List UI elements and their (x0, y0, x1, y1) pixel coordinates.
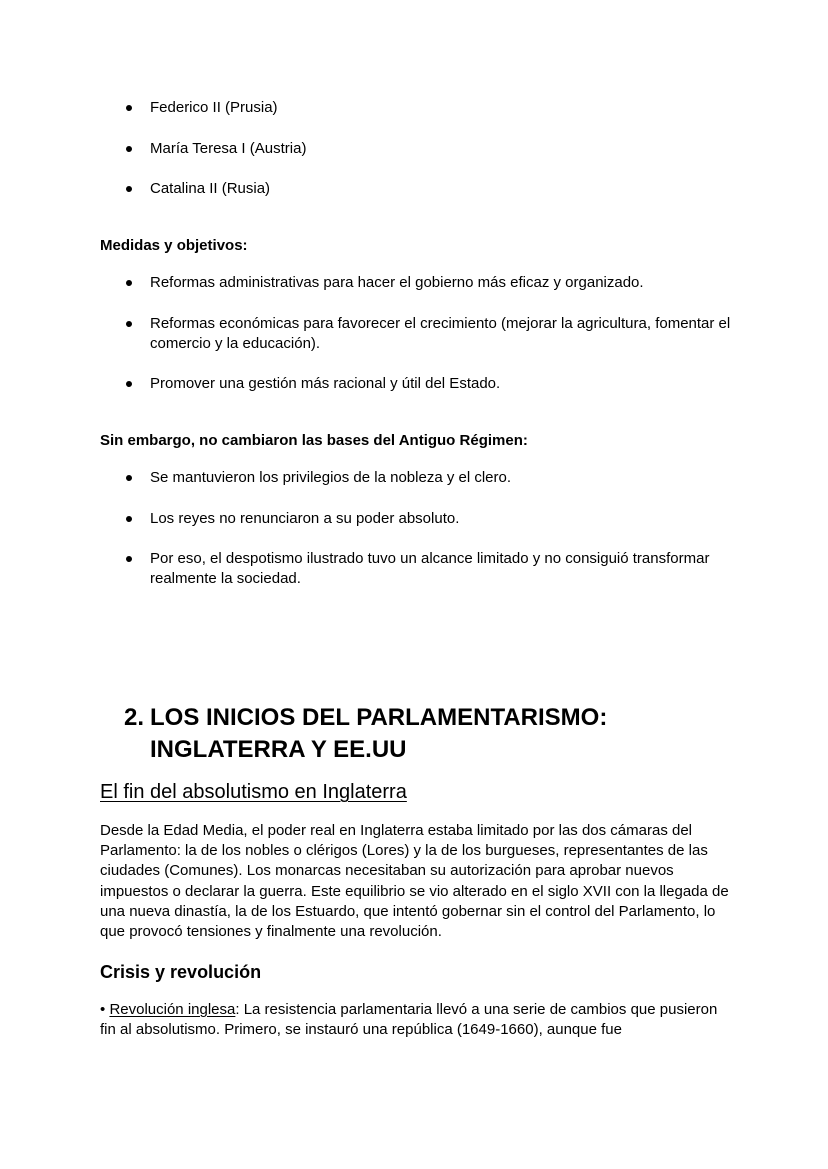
list-item (150, 509, 740, 529)
list-item (150, 139, 740, 159)
limit-text: Por eso, el despotismo ilustrado tuvo un alcance limitado y no consiguió transformar realmente la sociedad. (150, 550, 710, 587)
bullet-icon (126, 556, 132, 562)
measures-heading: Medidas y objetivos: (100, 237, 248, 254)
list-item (150, 273, 740, 293)
monarch-text: Federico II (Prusia) (150, 99, 278, 116)
list-item (150, 374, 740, 394)
monarch-text: María Teresa I (Austria) (150, 140, 307, 157)
list-item (150, 98, 740, 118)
subsection-paragraph: Desde la Edad Media, el poder real en Inglaterra estaba limitado por las dos cámaras del Parlamento: la de los nobles o clérigos (Lores) y la de los burgueses, representantes de las ciudades (Comunes). Los monarcas necesitaban su autorización para aprobar nuevos impuestos o declarar la guerra. Este equilibrio se vio alterado en el siglo XVII con la llegada de una nueva dinastía, la de los Estuardo, que intentó gobernar sin el control del Parlamento, lo que provocó tensiones y finalmente una revolución. (100, 822, 729, 941)
list-item (150, 468, 740, 488)
list-item (150, 314, 740, 354)
bullet-icon (126, 105, 132, 111)
list-item (150, 179, 740, 199)
bullet-icon (126, 381, 132, 387)
term-revolucion-inglesa: Revolución inglesa (109, 1001, 236, 1018)
section-title: LOS INICIOS DEL PARLAMENTARISMO: INGLATERRA Y EE.UU (150, 704, 608, 763)
bullet-icon (126, 280, 132, 286)
bullet-icon (126, 475, 132, 481)
bullet-icon (126, 516, 132, 522)
section-number: 2. (124, 704, 145, 731)
crisis-text: : La resistencia parlamentaria llevó a una serie de cambios que pusieron fin al absolutismo. Primero, se instauró una república (1649-1660), aunque fue (100, 1001, 718, 1039)
limit-text: Los reyes no renunciaron a su poder absoluto. (150, 510, 460, 527)
bullet-icon (126, 321, 132, 327)
subsection-title: El fin del absolutismo en Inglaterra (100, 781, 407, 803)
bullet-icon (126, 186, 132, 192)
monarch-text: Catalina II (Rusia) (150, 180, 271, 197)
bullet-icon (126, 146, 132, 152)
limit-text: Se mantuvieron los privilegios de la nobleza y el clero. (150, 469, 512, 486)
measure-text: Reformas administrativas para hacer el gobierno más eficaz y organizado. (150, 274, 644, 291)
crisis-paragraph (100, 1000, 734, 1040)
bullet-mark: • (100, 1001, 106, 1018)
measure-text: Promover una gestión más racional y útil del Estado. (150, 375, 501, 392)
list-item (150, 549, 740, 589)
crisis-title: Crisis y revolución (100, 962, 262, 982)
limits-heading: Sin embargo, no cambiaron las bases del Antiguo Régimen: (100, 432, 528, 449)
measure-text: Reformas económicas para favorecer el crecimiento (mejorar la agricultura, fomentar el comercio y la educación). (150, 315, 731, 352)
